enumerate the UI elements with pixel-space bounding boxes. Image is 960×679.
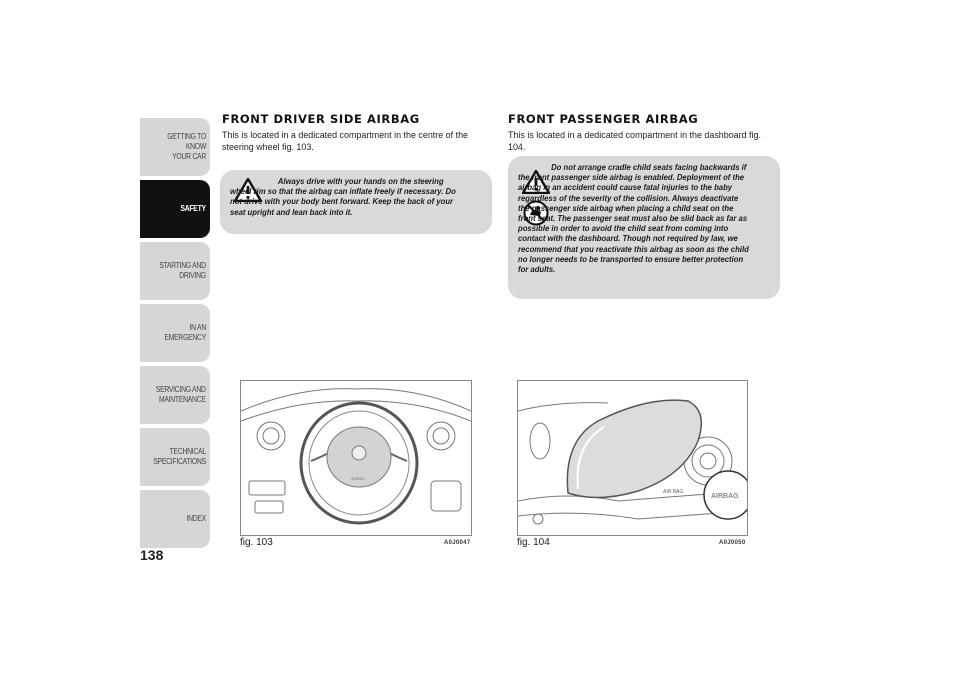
tab-starting-and-driving[interactable] — [140, 242, 210, 300]
tab-safety[interactable] — [140, 180, 210, 238]
tab-label: INDEX — [186, 514, 206, 523]
tab-label: TECHNICAL SPECIFICATIONS — [153, 447, 206, 466]
page-number: 138 — [140, 547, 164, 563]
tab-label: GETTING TO KNOW YOUR CAR — [167, 132, 206, 161]
driver-airbag-section — [222, 112, 492, 154]
warning-box — [220, 170, 492, 234]
section-heading: FRONT PASSENGER AIRBAG — [508, 112, 699, 126]
passenger-airbag-section — [508, 112, 778, 154]
steering-wheel-illustration — [241, 381, 471, 535]
warning-text: Always drive with your hands on the steering wheel rim so that the airbag can inflate freely if necessary. Do not drive with your body bent forward. Keep the back of your seat upright and lean back into it. — [230, 176, 456, 217]
zoom-airbag-label: AIRBAG — [711, 493, 739, 500]
section-heading: FRONT DRIVER SIDE AIRBAG — [222, 112, 420, 126]
tab-label: SAFETY — [180, 204, 206, 213]
figure-steering-wheel — [240, 380, 472, 536]
warning-box — [508, 156, 780, 299]
tab-label: IN AN EMERGENCY — [164, 323, 206, 342]
section-body: This is located in a dedicated compartment in the dashboard fig. 104. — [508, 130, 761, 153]
section-body: This is located in a dedicated compartment in the centre of the steering wheel fig. 103. — [222, 130, 468, 153]
tab-index[interactable] — [140, 490, 210, 548]
dashboard-illustration — [518, 381, 747, 535]
warning-text: Do not arrange cradle child seats facing backwards if the front passenger side airbag is enabled. Deployment of the airbag in an accident could cause fatal injuries to the baby regardless of the severity of the collision. Always deactivate the passenger side airbag when placing a child seat on the front seat. The passenger seat must also be slid back as far as possible in order to avoid the child seat from coming into contact with the dashboard. Though not required by law, we recommend that you reactivate this airbag as soon as the child no longer needs to be transported to ensure better protection for adults. — [518, 162, 749, 275]
dash-airbag-label: AIR BAG — [663, 489, 684, 495]
figure-code: A0J0050 — [719, 540, 746, 546]
chapter-tabs — [140, 118, 210, 552]
figure-code: A0J0047 — [444, 540, 471, 546]
figure-caption: fig. 104 — [517, 537, 550, 548]
tab-servicing-and-maintenance[interactable] — [140, 366, 210, 424]
tab-getting-to-know-your-car[interactable] — [140, 118, 210, 176]
tab-in-an-emergency[interactable] — [140, 304, 210, 362]
tab-technical-specifications[interactable] — [140, 428, 210, 486]
tab-label: STARTING AND DRIVING — [159, 261, 206, 280]
wheel-airbag-label: AIRBAG — [351, 477, 365, 481]
figure-caption: fig. 103 — [240, 537, 273, 548]
figure-dashboard — [517, 380, 748, 536]
tab-label: SERVICING AND MAINTENANCE — [156, 385, 206, 404]
